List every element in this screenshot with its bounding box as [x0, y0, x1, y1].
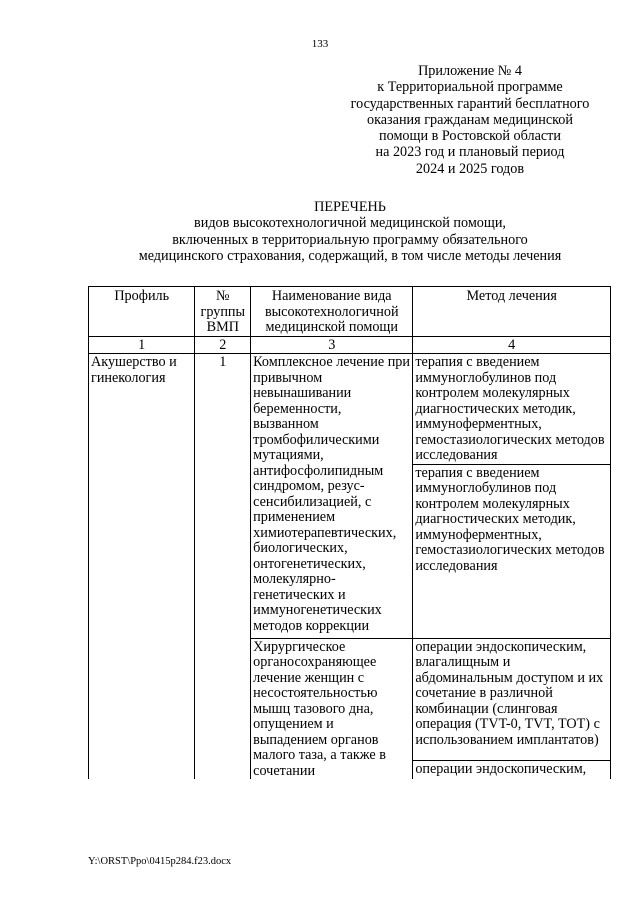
annex-line: оказания гражданам медицинской — [366, 111, 573, 128]
annex-line: государственных гарантий бесплатного — [350, 95, 590, 112]
vmp-type-cell: Комплексное лечение при привычном невынашивании беременности, вызванном тромбофилическими мутациями, антифосфолипидным синдромом, резус-сенсибилизацией, с применением химиотерапевтических, биологических, онтогенетических, молекулярно-генетических и иммуногенетических методов коррекции — [251, 354, 413, 639]
annex-block — [345, 63, 595, 177]
annex-line: помощи в Ростовской области — [379, 128, 561, 145]
title-line: медицинского страхования, содержащий, в том числе методы лечения — [138, 247, 562, 264]
table-header-row — [89, 287, 611, 337]
header-method: Метод лечения — [413, 287, 611, 337]
col-number: 3 — [251, 336, 413, 354]
method-cell: операции эндоскопическим, влагалищным и абдоминальным доступом и их сочетание в различной комбинации (слинговая операция (TVT-0, TVT, TOT) с использованием имплантатов) — [413, 638, 611, 760]
group-cell: 1 — [195, 354, 251, 780]
annex-line: к Территориальной программе — [377, 79, 563, 96]
header-profile: Профиль — [89, 287, 195, 337]
annex-line: на 2023 год и плановый период — [375, 144, 565, 161]
method-cell: терапия с введением иммуноглобулинов под контролем молекулярных диагностических методик, иммуноферментных, гемостазиологических методов исследования — [413, 354, 611, 465]
header-group-no: № группы ВМП — [195, 287, 251, 337]
col-number: 4 — [413, 336, 611, 354]
col-number: 1 — [89, 336, 195, 354]
col-number: 2 — [195, 336, 251, 354]
profile-cell: Акушерство и гинекология — [89, 354, 195, 780]
annex-line: 2024 и 2025 годов — [415, 160, 525, 177]
annex-line: Приложение № 4 — [418, 63, 522, 79]
table-row — [89, 354, 611, 465]
header-vmp-name: Наименование вида высокотехнологичной медицинской помощи — [251, 287, 413, 337]
method-cell: терапия с введением иммуноглобулинов под контролем молекулярных диагностических методик, иммуноферментных, гемостазиологических методов исследования — [413, 464, 611, 638]
method-cell: операции эндоскопическим, — [413, 760, 611, 779]
vmp-type-cell: Хирургическое органосохраняющее лечение женщин с несостоятельностью мышц тазового дна, опущением и выпадением органов малого таза, а также в сочетании — [251, 638, 413, 779]
title-line: включенных в территориальную программу обязательного — [172, 231, 528, 248]
title-line: видов высокотехнологичной медицинской помощи, — [194, 215, 506, 232]
vmp-table — [88, 286, 611, 779]
title-heading: ПЕРЕЧЕНЬ — [314, 199, 386, 215]
page-number: 133 — [311, 38, 329, 50]
file-path-footer: Y:\ORST\Ppo\0415p284.f23.docx — [88, 856, 232, 867]
document-title — [0, 199, 640, 264]
column-number-row — [89, 336, 611, 354]
